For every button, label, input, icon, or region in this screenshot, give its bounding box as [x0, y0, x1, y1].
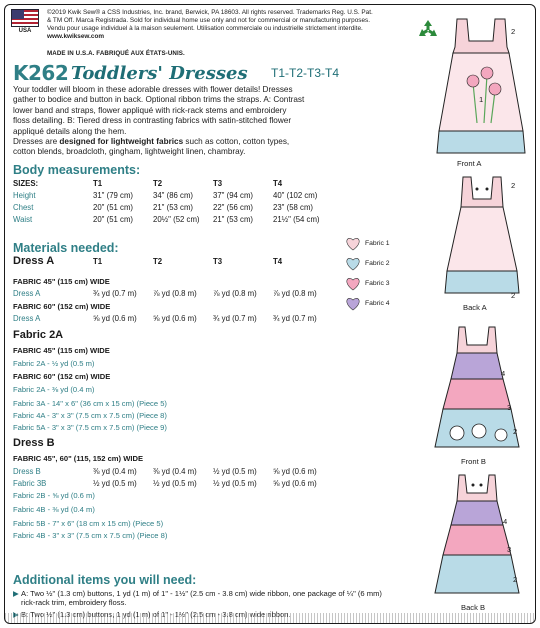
legend-label: Fabric 2	[365, 260, 390, 267]
website-link[interactable]: www.kwiksew.com	[47, 33, 105, 41]
heart-swatch-icon	[345, 257, 361, 271]
legend-label: Fabric 4	[365, 300, 390, 307]
heart-swatch-icon	[345, 277, 361, 291]
heart-swatch-icon	[345, 237, 361, 251]
fabric-recommendation: Dresses are designed for lightweight fabrics such as cotton, cotton types, cotton blends, broadcloth, gingham, lightweight linen, chambray.	[13, 137, 290, 157]
legend-item	[345, 237, 425, 251]
usa-flag-icon	[11, 9, 39, 27]
fabric-width-heading: FABRIC 45" (115 cm) WIDE	[13, 346, 110, 355]
back-b-label: Back B	[461, 603, 486, 612]
list-item: Fabric 4A - 3" x 3" (7.5 cm x 7.5 cm) (Piece 8)	[13, 411, 167, 420]
title-row	[13, 61, 343, 85]
callout-number: 2	[511, 181, 516, 190]
fabric-width-heading: FABRIC 60" (152 cm) WIDE	[13, 372, 111, 381]
callout-number: 3	[507, 403, 512, 412]
callout-number: 2	[511, 27, 516, 36]
arrow-icon: ▶	[13, 589, 19, 598]
callout-number: 2	[513, 575, 518, 584]
legend-item	[345, 297, 425, 311]
front-b-label: Front B	[461, 457, 486, 466]
fabric-width-heading: FABRIC 45", 60" (115, 152 cm) WIDE	[13, 454, 144, 463]
legend-item	[345, 257, 425, 271]
bottom-edge	[5, 613, 535, 623]
list-item: Fabric 2A - ½ yd (0.5 m)	[13, 359, 95, 368]
list-item: ▶ A: Two ½" (1.3 cm) buttons, 1 yd (1 m) of 1" - 1½" (2.5 cm - 3.8 cm) wide ribbon, one package of ¼" (6 mm) rick-rack trim, embroidery floss.	[13, 589, 382, 608]
fabric-legend	[345, 237, 425, 317]
fabric-width-heading: FABRIC 60" (152 cm) WIDE	[13, 302, 111, 311]
legal-header	[11, 9, 431, 57]
table-row: Fabric 3B ½ yd (0.5 m) ½ yd (0.5 m) ½ yd (0.5 m) ⅝ yd (0.6 m)	[13, 479, 317, 488]
list-item: Fabric 3A - 14" x 6" (36 cm x 15 cm) (Piece 5)	[13, 399, 167, 408]
body-measurements-heading: Body measurements:	[13, 163, 141, 177]
callout-number: 3	[507, 545, 512, 554]
legal-text	[47, 9, 415, 41]
fabric-width-heading: FABRIC 45" (115 cm) WIDE	[13, 277, 110, 286]
intro-paragraph: Your toddler will bloom in these adorable dresses with flower details! Dresses gather to bodice and button in back. Optional ribbon trims the straps. A: Contrast lower band and straps, flower appliqué with rick-rack stems and embroidery floss detailing. B: Tiered dress in contrasting fabrics with satin-stitched flower appliqué details along the hem.	[13, 85, 305, 136]
heart-swatch-icon	[345, 297, 361, 311]
additional-heading: Additional items you will need:	[13, 573, 197, 587]
table-row: Dress A ⅝ yd (0.6 m) ⅝ yd (0.6 m) ¾ yd (0.7 m) ¾ yd (0.7 m)	[13, 314, 317, 323]
legend-label: Fabric 1	[365, 240, 390, 247]
made-in-text: MADE IN U.S.A. FABRIQUÉ AUX ÉTATS-UNIS.	[47, 50, 185, 57]
legal-line-1: ©2019 Kwik Sew® a CSS Industries, Inc. brand, Berwick, PA 18603. All rights reserved. Trademarks Reg. U.S. Pat.	[47, 9, 373, 16]
callout-number: 1	[479, 95, 484, 104]
arrow-icon: ▶	[13, 609, 19, 619]
legal-line-3: Vendu pour usage individuel à la maison seulement. Utilisation commerciale ou industrielle strictement interdite.	[47, 25, 363, 33]
fabric-2a-heading: Fabric 2A	[13, 329, 64, 341]
table-row: Chest 20" (51 cm) 21" (53 cm) 22" (56 cm) 23" (58 cm)	[13, 203, 314, 212]
back-a-label: Back A	[463, 303, 487, 312]
pattern-title: Toddlers' Dresses	[71, 63, 248, 84]
legend-item	[345, 277, 425, 291]
materials-heading: Materials needed:	[13, 241, 119, 255]
flag-label: USA	[18, 28, 32, 34]
list-item: ▶ B: Two ½" (1.3 cm) buttons, 1 yd (1 m) of 1" - 1½" (2.5 cm - 3.8 cm) wide ribbon.	[13, 609, 291, 619]
table-row: Dress B ⅜ yd (0.4 m) ⅜ yd (0.4 m) ½ yd (0.5 m) ⅝ yd (0.6 m)	[13, 467, 317, 476]
pattern-code: K262	[13, 61, 69, 85]
list-item: Fabric 5B - 7" x 6" (18 cm x 15 cm) (Piece 5)	[13, 519, 164, 528]
front-a-label: Front A	[457, 159, 482, 168]
callout-number: 2	[513, 427, 518, 436]
front-b-illustration	[429, 323, 525, 457]
list-item: Fabric 2A - ⅜ yd (0.4 m)	[13, 385, 95, 394]
list-item: Fabric 4B - 3" x 3" (7.5 cm x 7.5 cm) (Piece 8)	[13, 531, 168, 540]
size-range: T1-T2-T3-T4	[271, 66, 340, 80]
back-b-illustration	[429, 471, 525, 601]
list-item: Fabric 2B - ⅝ yd (0.6 m)	[13, 491, 95, 500]
back-a-illustration	[439, 171, 525, 301]
table-row: Dress A ¾ yd (0.7 m) ⅞ yd (0.8 m) ⅞ yd (0.8 m) ⅞ yd (0.8 m)	[13, 289, 317, 298]
intro-text	[13, 85, 305, 158]
legal-line-2: & TM Off. Marca Registrada. Sold for individual home use only and not for commercial or manufacturing purposes.	[47, 17, 370, 25]
legend-label: Fabric 3	[365, 280, 390, 287]
pattern-envelope	[4, 4, 536, 624]
materials-size-header: Dress A T1 T2 T3 T4	[13, 255, 283, 267]
table-row: Height 31" (79 cm) 34" (86 cm) 37" (94 cm) 40" (102 cm)	[13, 191, 318, 200]
table-row: Waist 20" (51 cm) 20½" (52 cm) 21" (53 cm) 21½" (54 cm)	[13, 215, 320, 224]
list-item: Fabric 4B - ⅜ yd (0.4 m)	[13, 505, 95, 514]
dress-b-heading: Dress B	[13, 437, 55, 449]
body-size-header: SIZES: T1 T2 T3 T4	[13, 179, 283, 188]
front-a-illustration	[429, 13, 533, 161]
callout-number: 4	[501, 369, 506, 378]
callout-number: 2	[511, 291, 516, 300]
callout-number: 4	[503, 517, 508, 526]
list-item: Fabric 5A - 3" x 3" (7.5 cm x 7.5 cm) (Piece 9)	[13, 423, 167, 432]
